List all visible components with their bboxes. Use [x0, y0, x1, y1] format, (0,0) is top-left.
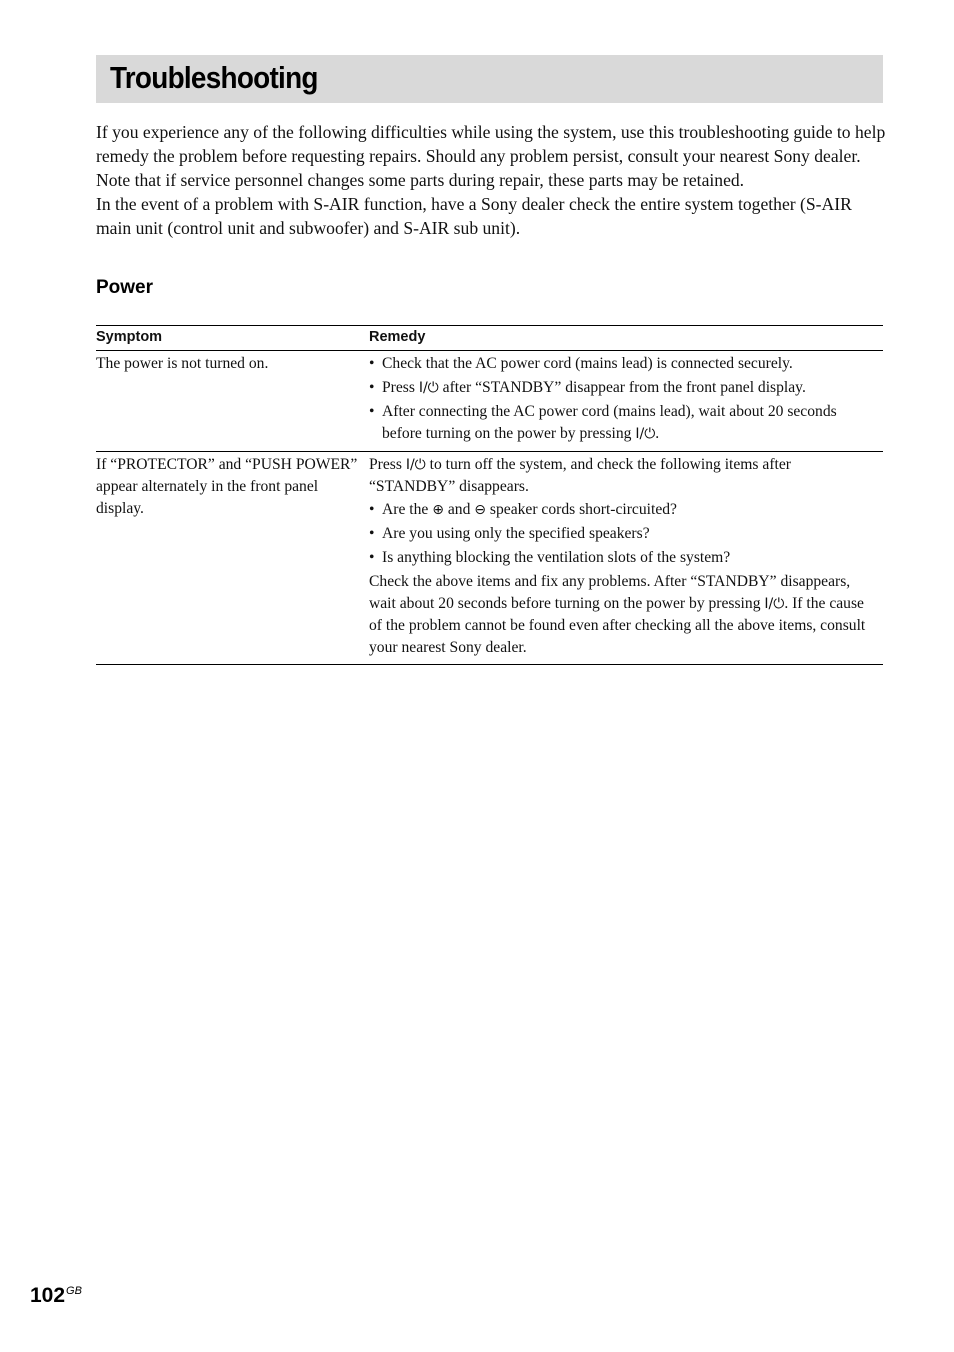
plus-terminal-icon: ⊕	[432, 502, 444, 518]
power-button-icon: I/⏻	[764, 596, 785, 612]
intro-paragraph: Note that if service personnel changes some parts during repair, these parts may be retained.	[96, 170, 745, 190]
remedy-cell	[369, 351, 883, 452]
remedy-item: • Are you using only the specified speakers?	[369, 523, 877, 545]
power-button-icon: I/⏻	[418, 380, 439, 396]
symptom-cell: If “PROTECTOR” and “PUSH POWER” appear alternately in the front panel display.	[96, 452, 369, 665]
remedy-paragraph: Press I/⏻ to turn off the system, and check the following items after “STANDBY” disappears.	[369, 456, 791, 495]
remedy-list	[369, 353, 877, 445]
page-number: $102^{GB}$	[30, 1284, 82, 1307]
remedy-paragraph: Check the above items and fix any problems. After “STANDBY” disappears, wait about 20 seconds before turning on the power by pressing I/⏻. If the cause of the problem cannot be found even after checking all the above items, consult your nearest Sony dealer.	[369, 573, 866, 656]
intro-paragraph: If you experience any of the following difficulties while using the system, use this troubleshooting guide to help remedy the problem before requesting repairs. Should any problem persist, consult your nearest Sony dealer.	[96, 122, 886, 166]
remedy-item: • Is anything blocking the ventilation slots of the system?	[369, 547, 877, 569]
remedy-cell	[369, 452, 883, 665]
table-header-row	[96, 326, 883, 351]
intro-text	[96, 120, 886, 240]
table-row	[96, 452, 883, 665]
symptom-cell: The power is not turned on.	[96, 351, 369, 452]
column-header-remedy: Remedy	[369, 326, 883, 351]
column-header-symptom: Symptom	[96, 326, 369, 351]
page-region-suffix: GB	[66, 1285, 82, 1297]
remedy-item: • Are the ⊕ and ⊖ speaker cords short-circuited?	[369, 499, 877, 521]
troubleshooting-table	[96, 325, 883, 665]
remedy-item: • Check that the AC power cord (mains lead) is connected securely.	[369, 353, 877, 375]
remedy-item: • Press I/⏻ after “STANDBY” disappear from the front panel display.	[369, 377, 877, 399]
page-title: Troubleshooting	[110, 60, 318, 95]
power-button-icon: I/⏻	[635, 426, 656, 442]
intro-paragraph: In the event of a problem with S-AIR function, have a Sony dealer check the entire system together (S-AIR main unit (control unit and subwoofer) and S-AIR sub unit).	[96, 194, 852, 238]
minus-terminal-icon: ⊖	[474, 502, 487, 518]
title-bar	[96, 55, 883, 103]
remedy-item: • After connecting the AC power cord (mains lead), wait about 20 seconds before turning on the power by pressing I/⏻.	[369, 401, 877, 445]
remedy-list	[369, 499, 877, 569]
table-row	[96, 351, 883, 452]
power-button-icon: I/⏻	[405, 457, 426, 473]
section-heading-power: Power	[96, 277, 154, 298]
